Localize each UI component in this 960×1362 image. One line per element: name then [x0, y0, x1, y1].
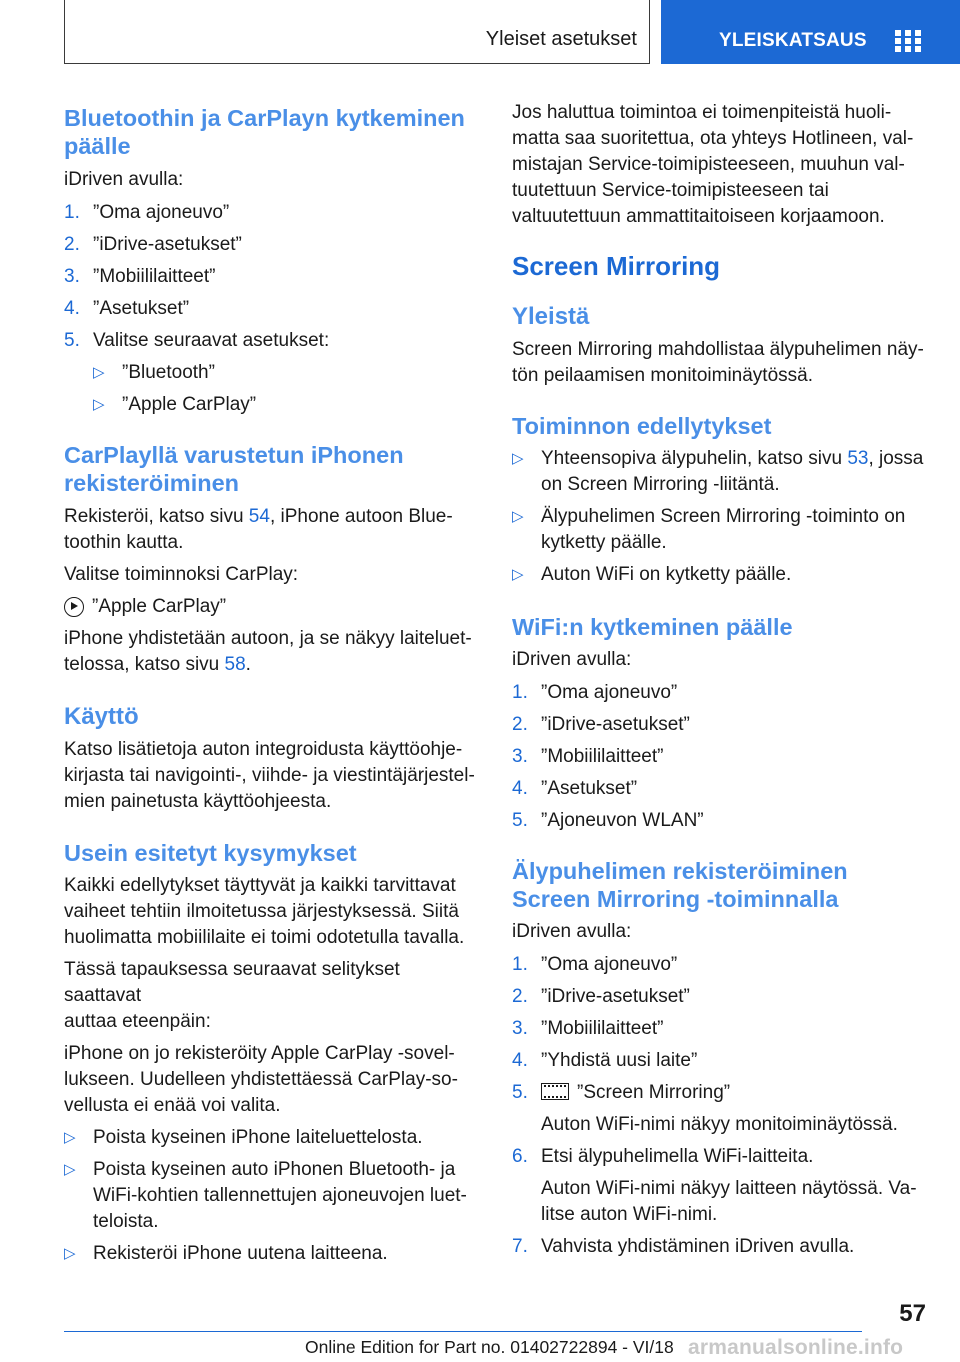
- triangle-bullet-icon: ▷: [93, 396, 105, 413]
- list-item: ▷ ”Apple CarPlay”: [93, 392, 478, 418]
- triangle-bullet-icon: ▷: [64, 1129, 76, 1146]
- steps-list: [512, 952, 926, 1260]
- triangle-bullet-icon: ▷: [512, 566, 524, 583]
- paragraph: Katso lisätietoja auton integroidusta käyttöohje‐ kirjasta tai navigointi-, viihde- ja viestintäjärjestel‐ mien painetusta käyttöohjeesta.: [64, 739, 475, 812]
- grid-icon: [895, 30, 922, 53]
- overview-tab-label: YLEISKATSAUS: [719, 30, 867, 51]
- list-item: ▷ Poista kyseinen iPhone laiteluettelosta.: [64, 1125, 478, 1151]
- list-item: 2. ”iDrive-asetukset”: [512, 714, 690, 735]
- footer-divider: [64, 1331, 862, 1332]
- heading-general: Yleistä: [512, 303, 590, 330]
- list-item-note: Auton WiFi-nimi näkyy monitoiminäytössä.: [541, 1114, 898, 1135]
- list-item: 6. Etsi älypuhelimella WiFi-laitteita.: [512, 1146, 814, 1167]
- list-item: 3. ”Mobiililaitteet”: [512, 1018, 664, 1039]
- paragraph: Jos haluttua toimintoa ei toimenpiteistä huoli‐ matta saa suoritettua, ota yhteys Hotlineen, val‐ mistajan Service-toimipisteeseen, muuhun val‐ tuutettuun Service-toimipisteeseen tai valtuutettuun ammattitaitoiseen korjaamoon.: [512, 102, 914, 227]
- page-number: 57: [899, 1300, 926, 1327]
- list-item: 2. ”iDrive-asetukset”: [64, 234, 242, 255]
- list-item-note: Auton WiFi-nimi näkyy laitteen näytössä. Va‐ litse auton WiFi-nimi.: [541, 1178, 917, 1225]
- list-item: 5. Valitse seuraavat asetukset:: [64, 330, 330, 351]
- list-item: 5. ”Ajoneuvon WLAN”: [512, 810, 704, 831]
- left-column: [64, 100, 478, 1267]
- list-item: ▷ ”Bluetooth”: [93, 360, 478, 386]
- bullet-list: [512, 446, 926, 588]
- list-item: ▷ Poista kyseinen auto iPhonen Bluetooth- ja WiFi-kohtien tallennettujen ajoneuvojen luet‐ teloista.: [64, 1159, 467, 1232]
- steps-list: [512, 680, 926, 834]
- section-title: Yleiset asetukset: [485, 28, 637, 50]
- right-column: [512, 100, 926, 1260]
- list-item: ▷ Rekisteröi iPhone uutena laitteena.: [64, 1241, 478, 1267]
- list-item: ▷ Auton WiFi on kytketty päälle.: [512, 562, 926, 588]
- heading-requirements: Toiminnon edellytykset: [512, 413, 772, 439]
- heading-wifi: WiFi:n kytkeminen päälle: [512, 614, 793, 640]
- paragraph: iPhone on jo rekisteröity Apple CarPlay -sovel‐ lukseen. Uudelleen yhdistettäessä CarPlay-so‐ vellusta ei enää voi valita.: [64, 1043, 458, 1116]
- paragraph: iPhone yhdistetään autoon, ja se näkyy laiteluet‐ telossa, katso sivu 58.: [64, 628, 472, 675]
- triangle-bullet-icon: ▷: [64, 1245, 76, 1262]
- paragraph: iDriven avulla:: [512, 921, 632, 942]
- triangle-bullet-icon: ▷: [512, 508, 524, 525]
- paragraph: Tässä tapauksessa seuraavat selitykset saattavat auttaa eteenpäin:: [64, 959, 400, 1032]
- triangle-bullet-icon: ▷: [93, 364, 105, 381]
- list-item: 3. ”Mobiililaitteet”: [64, 266, 216, 287]
- list-item: 2. ”iDrive-asetukset”: [512, 986, 690, 1007]
- steps-list: [64, 200, 478, 354]
- heading-carplay-iphone: CarPlayllä varustetun iPhonen rekisteröiminen: [64, 442, 404, 496]
- list-item: 4. ”Asetukset”: [64, 298, 190, 319]
- heading-faq: Usein esitetyt kysymykset: [64, 840, 357, 866]
- heading-usage: Käyttö: [64, 703, 139, 730]
- list-item: ▷ Älypuhelimen Screen Mirroring -toiminto on kytketty päälle.: [512, 506, 906, 553]
- paragraph: Valitse toiminnoksi CarPlay:: [64, 564, 299, 585]
- heading-bluetooth-carplay: Bluetoothin ja CarPlayn kytkeminen päälle: [64, 105, 465, 159]
- list-item: 1. ”Oma ajoneuvo”: [512, 682, 678, 703]
- page-link[interactable]: 53: [847, 448, 869, 469]
- heading-screen-mirroring: Screen Mirroring: [512, 251, 721, 281]
- paragraph: iDriven avulla:: [512, 649, 632, 670]
- watermark-text: armanualsonline.info: [688, 1336, 904, 1359]
- paragraph: Rekisteröi, katso sivu 54, iPhone autoon Blue‐ toothin kautta.: [64, 506, 453, 553]
- screen-mirroring-icon: [541, 1083, 569, 1100]
- paragraph: Screen Mirroring mahdollistaa älypuhelimen näy‐ tön peilaamisen monitoiminäytössä.: [512, 339, 924, 386]
- list-item: 3. ”Mobiililaitteet”: [512, 746, 664, 767]
- triangle-bullet-icon: ▷: [512, 450, 524, 467]
- list-item: 1. ”Oma ajoneuvo”: [512, 954, 678, 975]
- paragraph: iDriven avulla:: [64, 169, 184, 190]
- overview-tab[interactable]: [661, 0, 960, 64]
- menu-path: ”Apple CarPlay”: [64, 594, 478, 620]
- page-link[interactable]: 54: [248, 506, 270, 527]
- list-item: 7. Vahvista yhdistäminen iDriven avulla.: [512, 1236, 855, 1257]
- sub-bullet-list: [64, 360, 478, 418]
- bullet-list: [64, 1125, 478, 1267]
- list-item: 5. ”Screen Mirroring”: [512, 1082, 731, 1103]
- footer-edition: Online Edition for Part no. 01402722894 - VI/18: [305, 1337, 674, 1357]
- list-item: ▷ Yhteensopiva älypuhelin, katso sivu 53, jossa on Screen Mirroring -liitäntä.: [512, 448, 924, 495]
- triangle-bullet-icon: ▷: [64, 1161, 76, 1178]
- play-icon: [64, 597, 84, 617]
- list-item: 1. ”Oma ajoneuvo”: [64, 202, 230, 223]
- header-bar: [64, 0, 650, 64]
- paragraph: Kaikki edellytykset täyttyvät ja kaikki tarvittavat vaiheet tehtiin ilmoitetussa järjestyksessä. Siitä huolimatta mobiililaite ei toimi odotetulla tavalla.: [64, 875, 465, 948]
- list-item: 4. ”Yhdistä uusi laite”: [512, 1050, 698, 1071]
- page-link[interactable]: 58: [224, 654, 246, 675]
- list-item: 4. ”Asetukset”: [512, 778, 638, 799]
- heading-register-smartphone: Älypuhelimen rekisteröiminen Screen Mirroring -toiminnalla: [512, 858, 848, 912]
